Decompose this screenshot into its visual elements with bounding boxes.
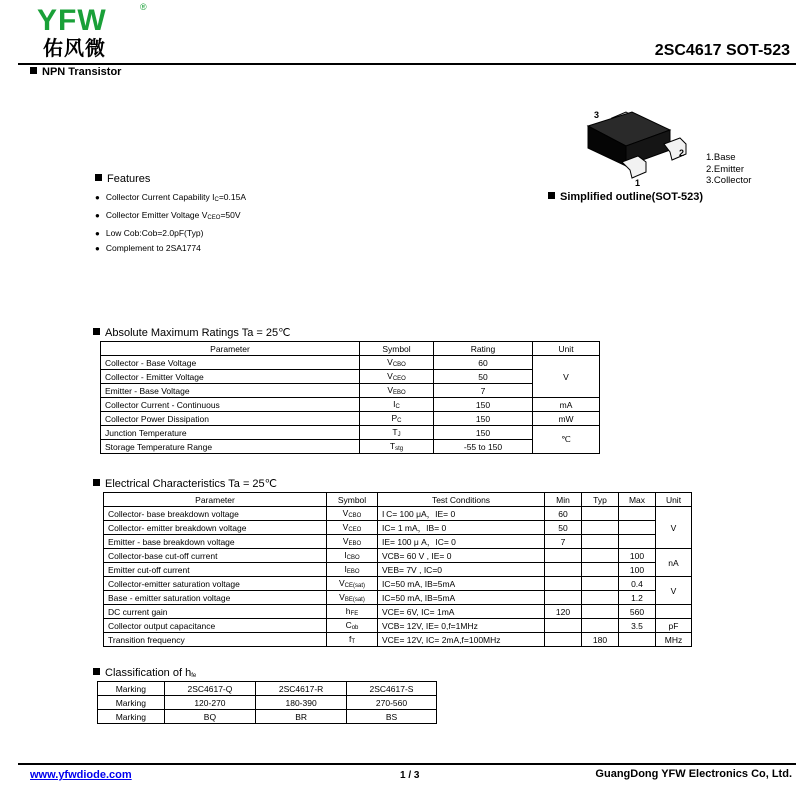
unit-cell: nA (656, 549, 692, 577)
unit-cell: ℃ (533, 426, 600, 454)
table-row: Collector-base cut-off current $I_{CBO}$ VCB= 60 V , IE= 0 100 nA (104, 549, 692, 563)
table-header-row (104, 493, 692, 507)
bullet-square-icon (95, 174, 102, 181)
footer-rule (18, 763, 796, 765)
elec-title: Electrical Characteristics Ta = 25℃ (105, 478, 278, 490)
unit-cell: pF (656, 619, 692, 633)
table-row: Base - emitter saturation voltage $V_{BE(sat)}$ IC=50 mA, IB=5mA 1.2 (104, 591, 692, 605)
feature-item: ● Complement to 2SA1774 (95, 241, 246, 256)
pin-list-item: 3.Collector (706, 175, 752, 186)
header-cell: Rating (434, 342, 533, 356)
bullet-square-icon (30, 67, 37, 74)
sot523-package-drawing (560, 104, 710, 188)
features-title: Features (107, 173, 151, 185)
header-rule (18, 63, 796, 65)
table-row: Marking 120-270 180-390 270-560 (98, 696, 437, 710)
table-row: Emitter - Base Voltage $V_{EBO}$ 7 (101, 384, 600, 398)
feature-item: ● Collector Emitter Voltage $V_{CEO}=50V$ (95, 208, 246, 226)
transistor-type (30, 66, 121, 78)
transistor-type-label: NPN Transistor (42, 66, 122, 78)
pin-2-label: 2 (679, 148, 685, 158)
table-header-row (101, 342, 600, 356)
header-cell: Test Conditions (378, 493, 545, 507)
header-cell: Typ (582, 493, 619, 507)
table-row: Collector output capacitance $C_{ob}$ VCB= 12V, IE= 0,f=1MHz 3.5 pF (104, 619, 692, 633)
bullet-square-icon (93, 668, 100, 675)
bullet-square-icon (93, 328, 100, 335)
header-cell: Symbol (360, 342, 434, 356)
unit-cell: V (533, 356, 600, 398)
bullet-square-icon (548, 192, 555, 199)
header-cell: Unit (533, 342, 600, 356)
pin-list-item: 2.Emitter (706, 163, 745, 175)
elec-table (103, 492, 692, 647)
header-cell: Parameter (101, 342, 360, 356)
header-cell: Unit (656, 493, 692, 507)
table-row: Transition frequency $f_T$ VCE= 12V, IC= 2mA,f=100MHz 180 MHz (104, 633, 692, 647)
table-row: Collector - Base Voltage $V_{CBO}$ 60 V (101, 356, 600, 370)
unit-cell (656, 605, 692, 619)
company-name: GuangDong YFW Electronics Co, Ltd. (595, 768, 792, 780)
pin-list (706, 152, 751, 187)
classification-title: Classification of h (105, 667, 192, 679)
table-row: Collector Power Dissipation $P_C$ 150 mW (101, 412, 600, 426)
header-cell: Min (545, 493, 582, 507)
outline-caption-text: Simplified outline(SOT-523) (560, 191, 704, 203)
feature-item: ● Low Cob:Cob=2.0pF(Typ) (95, 226, 246, 241)
pin-list-item: 1.Base (706, 152, 736, 163)
pin-3-label: 3 (594, 110, 600, 120)
elec-heading (93, 477, 277, 490)
table-row: Storage Temperature Range $T_{stg}$ -55 to 150 (101, 440, 600, 454)
table-row: Marking 2SC4617-Q 2SC4617-R 2SC4617-S (98, 682, 437, 696)
abs-max-table (100, 341, 600, 454)
classification-table (97, 681, 437, 724)
unit-cell: V (656, 507, 692, 549)
unit-cell: MHz (656, 633, 692, 647)
features-heading (95, 173, 150, 185)
unit-cell: mA (533, 398, 600, 412)
table-row: Collector - Emitter Voltage $V_{CEO}$ 50 (101, 370, 600, 384)
bullet-square-icon (93, 479, 100, 486)
header-cell: Parameter (104, 493, 327, 507)
header-cell: Max (619, 493, 656, 507)
abs-max-heading (93, 326, 291, 339)
table-row: Marking BQ BR BS (98, 710, 437, 724)
table-row: Collector- base breakdown voltage $V_{CBO}$ I C= 100 μA，IE= 0 60 V (104, 507, 692, 521)
classification-heading: Classification of $h_{fe}$ (93, 667, 196, 679)
unit-cell: V (656, 577, 692, 605)
page-number: 1 / 3 (400, 770, 420, 781)
unit-cell: mW (533, 412, 600, 426)
logo-registered-mark: ® (140, 2, 147, 12)
table-row: Collector Current - Continuous $I_C$ 150 mA (101, 398, 600, 412)
header-cell: Symbol (327, 493, 378, 507)
table-row: DC current gain $h_{FE}$ VCE= 6V, IC= 1mA 120 560 (104, 605, 692, 619)
pin-1-label: 1 (635, 178, 641, 188)
feature-item: ● Collector Current Capability $I_C=0.15A$ (95, 190, 246, 208)
logo-text: YFW (37, 4, 107, 37)
abs-max-title: Absolute Maximum Ratings Ta = 25℃ (105, 327, 291, 339)
table-row: Junction Temperature $T_J$ 150 ℃ (101, 426, 600, 440)
outline-caption (548, 191, 703, 203)
table-row: Emitter cut-off current $I_{EBO}$ VEB= 7V , IC=0 100 (104, 563, 692, 577)
features-list (95, 190, 246, 256)
website-link[interactable]: www.yfwdiode.com (30, 769, 132, 781)
table-row: Collector-emitter saturation voltage $V_{CE(sat)}$ IC=50 mA, IB=5mA 0.4 V (104, 577, 692, 591)
table-row: Emitter - base breakdown voltage $V_{EBO}$ IE= 100 μ A，IC= 0 7 (104, 535, 692, 549)
table-row: Collector- emitter breakdown voltage $V_{CEO}$ IC= 1 mA，IB= 0 50 (104, 521, 692, 535)
logo-chinese-name: 佑风微 (43, 36, 106, 60)
part-title: 2SC4617 SOT-523 (654, 42, 790, 59)
